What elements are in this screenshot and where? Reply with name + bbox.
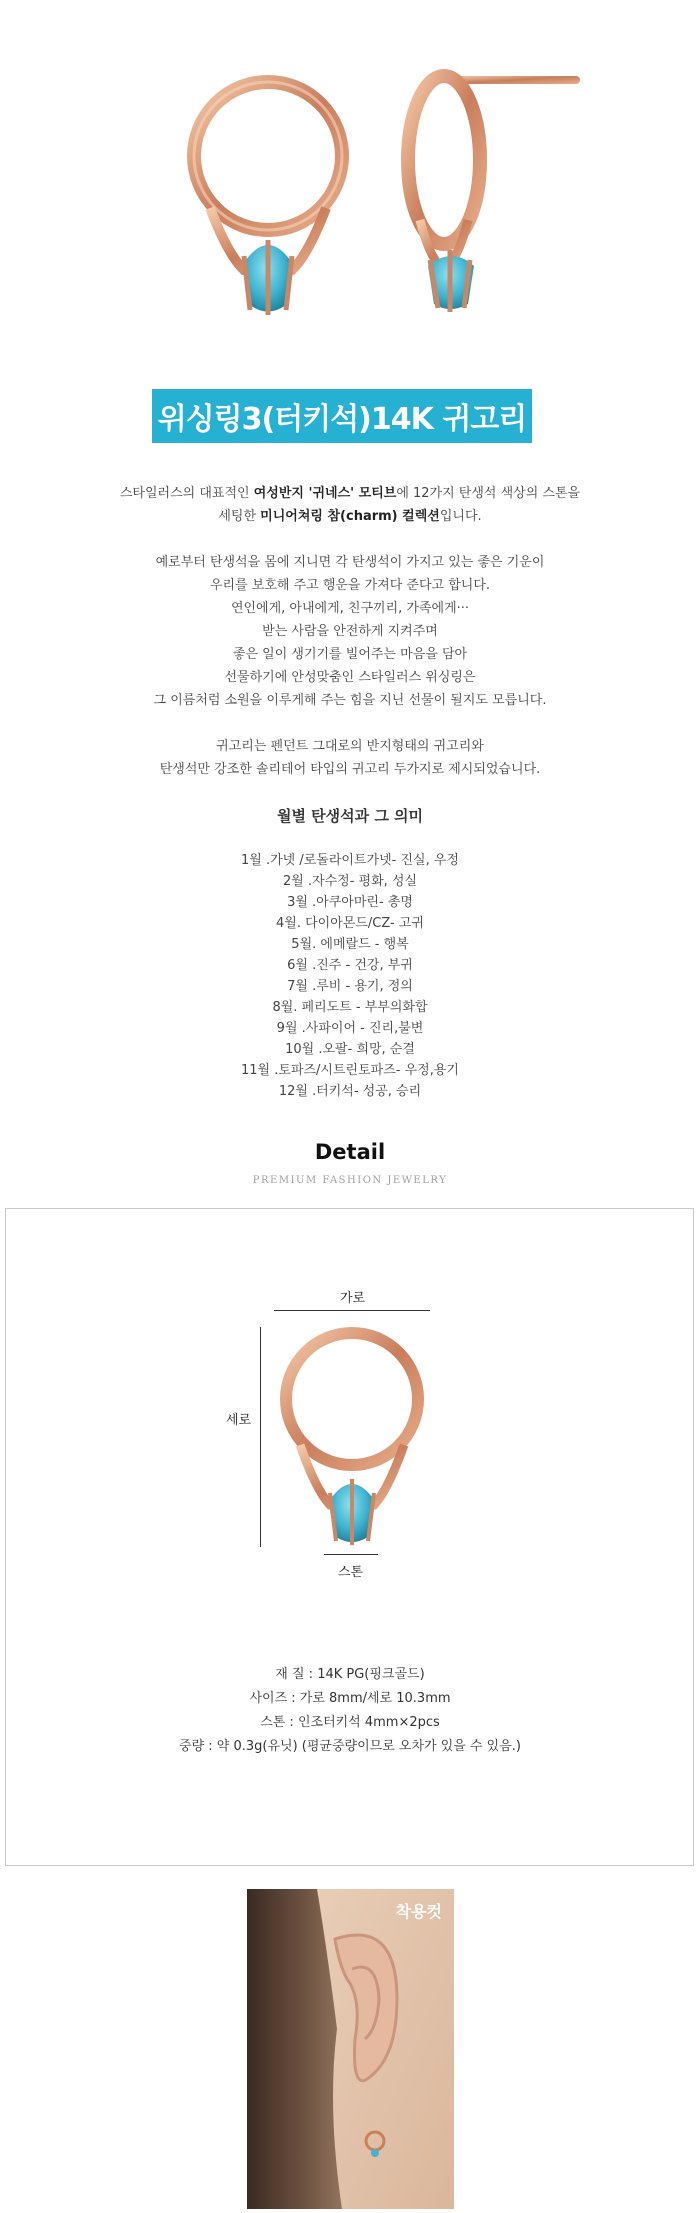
list-item: 5월. 에메랄드 - 행복: [291, 937, 409, 952]
width-label: 가로: [340, 1291, 366, 1306]
intro-line: 우리를 보호해 주고 행운을 가져다 준다고 합니다.: [209, 578, 491, 593]
intro-line: 연인에게, 아내에게, 친구끼리, 가족에게···: [230, 601, 470, 616]
birthstone-section-title: 월별 탄생석과 그 의미: [276, 807, 424, 825]
intro-line: 받는 사람을 안전하게 지켜주며: [262, 624, 438, 639]
spec-stone: 스톤 : 인조터키석 4mm×2pcs: [260, 1715, 440, 1730]
spec-size: 사이즈 : 가로 8mm/세로 10.3mm: [249, 1691, 451, 1706]
list-item: 3월 .아쿠아마린- 총명: [287, 895, 413, 910]
intro-paragraph-3: [0, 735, 700, 781]
intro-highlight: 미니어쳐링 참(charm) 컬렉션: [260, 509, 440, 524]
list-item: 4월. 다이아몬드/CZ- 고귀: [276, 916, 424, 931]
list-item: 6월 .진주 - 건강, 부귀: [287, 958, 413, 973]
wearing-photo-image: [247, 1889, 454, 2209]
intro-paragraph-1: [0, 482, 700, 528]
spec-weight: 중량 : 약 0.3g(유닛) (평균중량이므로 오차가 있을 수 있음.): [179, 1739, 521, 1754]
intro-paragraph-2: [0, 551, 700, 712]
hero-product-image: [0, 0, 700, 345]
intro-line: 귀고리는 펜던트 그대로의 반지형태의 귀고리와: [216, 739, 484, 754]
intro-line: 그 이름처럼 소원을 이루게해 주는 힘을 지닌 선물이 될지도 모릅니다.: [153, 693, 547, 708]
height-dimension-line: [260, 1327, 261, 1547]
spec-material: 재 질 : 14K PG(핑크골드): [275, 1667, 425, 1682]
birthstone-list: [0, 850, 700, 1102]
intro-line: 좋은 일이 생기기를 빌어주는 마음을 담아: [232, 647, 468, 662]
intro-text: 세팅한: [218, 509, 261, 524]
intro-text: 스타일러스의 대표적인: [119, 486, 254, 501]
intro-description: [0, 482, 700, 804]
list-item: 8월. 페리도트 - 부부의화합: [272, 1000, 428, 1015]
detail-heading: Detail: [314, 1140, 386, 1164]
intro-line: 탄생석만 강조한 솔리테어 타입의 귀고리 두가지로 제시되었습니다.: [159, 762, 541, 777]
list-item: 2월 .자수정- 평화, 성실: [282, 874, 418, 889]
list-item: 11월 .토파즈/시트린토파즈- 우정,용기: [241, 1063, 459, 1078]
product-title: 위싱링3(터키석)14K 귀고리: [157, 402, 527, 437]
product-specs: [0, 1663, 700, 1759]
intro-line: 예로부터 탄생석을 몸에 지니면 각 탄생석이 가지고 있는 좋은 기운이: [155, 555, 545, 570]
detail-subheading: PREMIUM FASHION JEWELRY: [252, 1175, 448, 1186]
ring-earring-front-image: [158, 60, 398, 320]
ring-earring-detail-image: [268, 1315, 438, 1555]
intro-line: 선물하기에 안성맞춤인 스타일러스 위싱링은: [224, 670, 476, 685]
stone-dimension-line: [324, 1554, 378, 1555]
wearing-label: 착용컷: [395, 1902, 442, 1921]
list-item: 9월 .사파이어 - 진리,불변: [276, 1021, 424, 1036]
list-item: 10월 .오팔- 희망, 순결: [285, 1042, 415, 1057]
stone-label: 스톤: [338, 1565, 364, 1580]
wearing-photo: [247, 1889, 454, 2209]
product-title-banner: [152, 389, 532, 443]
width-dimension-line: [274, 1310, 430, 1311]
list-item: 7월 .루비 - 용기, 정의: [287, 979, 413, 994]
height-label: 세로: [226, 1413, 252, 1428]
intro-highlight: 여성반지 '귀네스' 모티브: [253, 486, 397, 501]
ring-earring-side-image: [390, 60, 590, 320]
intro-text: 입니다.: [439, 509, 482, 524]
list-item: 1월 .가넷 /로돌라이트가넷- 진실, 우정: [241, 853, 459, 868]
detail-dimension-box: [5, 1208, 694, 1866]
list-item: 12월 .터키석- 성공, 승리: [278, 1084, 422, 1099]
intro-text: 에 12가지 탄생석 색상의 스톤을: [396, 486, 581, 501]
